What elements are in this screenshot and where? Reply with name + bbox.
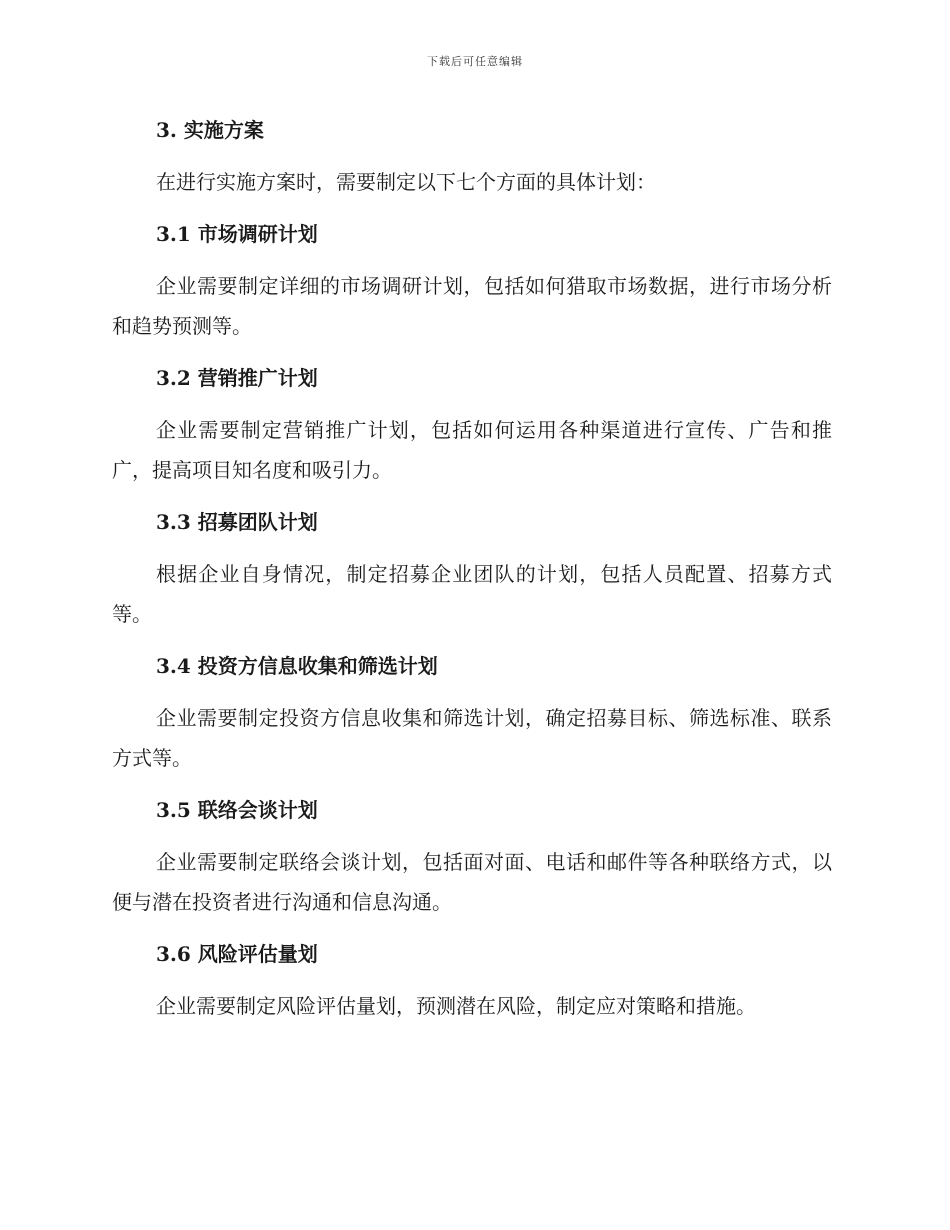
- subsection-body-3-6: 企业需要制定风险评估量划，预测潜在风险，制定应对策略和措施。: [156, 994, 756, 1018]
- subsection-body-3-2: 企业需要制定营销推广计划，包括如何运用各种渠道进行宣传、广告和推广，提高项目知名度和吸引力。: [112, 418, 832, 482]
- subsection-title-3-5: 3.5 联络会谈计划: [156, 798, 318, 822]
- section-title: 3. 实施方案: [156, 118, 264, 142]
- subsection-body-3-5: 企业需要制定联络会谈计划，包括面对面、电话和邮件等各种联络方式，以便与潜在投资者进行沟通和信息沟通。: [112, 850, 832, 914]
- subsection-body-3-4: 企业需要制定投资方信息收集和筛选计划，确定招募目标、筛选标准、联系方式等。: [112, 706, 832, 770]
- subsection-body-3-3: 根据企业自身情况，制定招募企业团队的计划，包括人员配置、招募方式等。: [112, 562, 832, 626]
- subsection-body-3-1: 企业需要制定详细的市场调研计划，包括如何猎取市场数据，进行市场分析和趋势预测等。: [112, 274, 832, 338]
- subsection-title-3-1: 3.1 市场调研计划: [156, 222, 318, 246]
- document-body: [112, 110, 832, 1026]
- subsection-title-3-4: 3.4 投资方信息收集和筛选计划: [156, 654, 438, 678]
- header-note: 下载后可任意编辑: [427, 55, 523, 68]
- intro-paragraph: 在进行实施方案时，需要制定以下七个方面的具体计划：: [156, 170, 656, 194]
- subsection-title-3-3: 3.3 招募团队计划: [156, 510, 318, 534]
- subsection-title-3-6: 3.6 风险评估量划: [156, 942, 318, 966]
- subsection-title-3-2: 3.2 营销推广计划: [156, 366, 318, 390]
